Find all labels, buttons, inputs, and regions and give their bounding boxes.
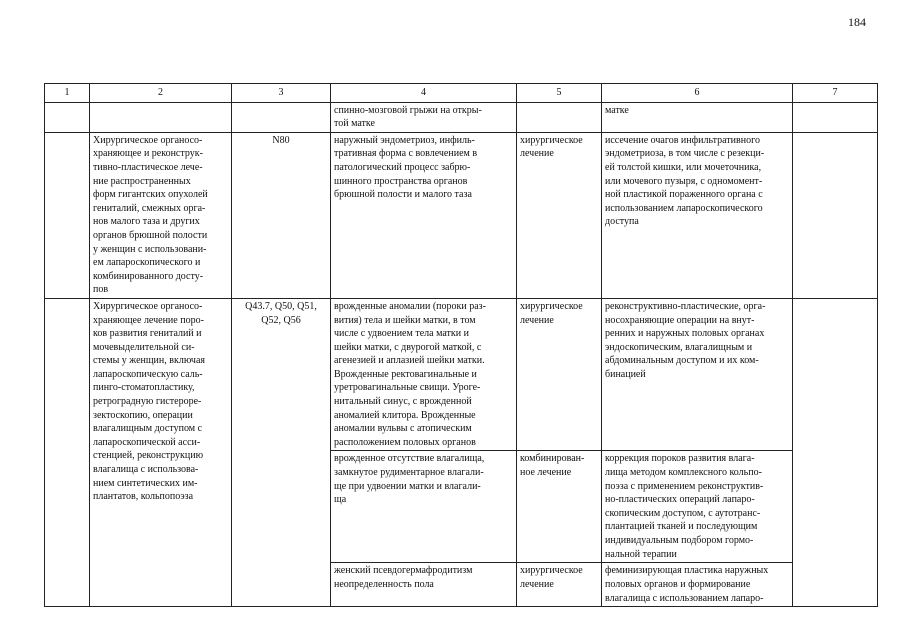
table-cell xyxy=(517,102,602,132)
care-type-cell: Хирургическое органосо- храняющее и реконструк- тивно-пластическое лече- ние распространенных форм гигантских опухолей гениталий, смежных орга- нов малого таза и других органов брюшной полости у женщин с использовани- ем лапароскопического и комбинированного досту- пов xyxy=(90,132,232,298)
procedures-table xyxy=(44,83,878,607)
diagnosis-cell: врожденное отсутствие влагалища, замкнутое рудиментарное влагали- ще при удвоении матки и влагали- ща xyxy=(331,451,517,563)
method-cell: иссечение очагов инфильтративного эндометриоза, в том числе с резекци- ей толстой кишки, или мочеточника, или мочевого пузыря, с одномомент- ной пластикой пораженного органа с использованием лапароскопического доступа xyxy=(602,132,793,298)
column-header: 2 xyxy=(90,84,232,103)
method-cell: реконструктивно-пластические, орга- носохраняющие операции на внут- ренних и наружных половых органах эндоскопическим, влагалищным и абдоминальным доступом и их ком- бинацией xyxy=(602,298,793,451)
column-header: 3 xyxy=(232,84,331,103)
diagnosis-cell: наружный эндометриоз, инфиль- тративная форма с вовлечением в патологический процесс забрю- шинного пространства органов брюшной полости и малого таза xyxy=(331,132,517,298)
table-row xyxy=(45,132,878,298)
icd-code-cell: N80 xyxy=(232,132,331,298)
treatment-type-cell: комбинирован- ное лечение xyxy=(517,451,602,563)
care-type-cell: Хирургическое органосо- храняющее лечение поро- ков развития гениталий и мочевыделительной си- стемы у женщин, включая лапароскопическую саль- пинго-стоматопластику, ретроградную гистерорe- зектоскопию, операции влагалищным доступом с лапароскопической асси- стенцией, реконструкцию влагалища с использова- нием синтетических им- плантатов, кольпопоэза xyxy=(90,298,232,606)
table-row xyxy=(45,102,878,132)
treatment-type-cell: хирургическое лечение xyxy=(517,132,602,298)
table-cell xyxy=(90,102,232,132)
column-header: 6 xyxy=(602,84,793,103)
diagnosis-cell: спинно-мозговой грыжи на откры- той матке xyxy=(331,102,517,132)
table-cell xyxy=(793,298,878,606)
diagnosis-cell: женский псевдогермафродитизм неопределенность пола xyxy=(331,563,517,607)
treatment-type-cell: хирургическое лечение xyxy=(517,298,602,451)
page-number: 184 xyxy=(848,15,866,29)
diagnosis-cell: врожденные аномалии (пороки раз- вития) тела и шейки матки, в том числе с удвоением тела матки и шейки матки, с двурогой маткой, с агенезией и аплазией шейки матки. Врожденные ректовагинальные и уретровагинальные свищи. Уроге- нитальный синус, с врожденной аномалией клитора. Врожденные аномалии вульвы с атопическим расположением половых органов xyxy=(331,298,517,451)
icd-code-cell: Q43.7, Q50, Q51, Q52, Q56 xyxy=(232,298,331,606)
table-cell xyxy=(45,102,90,132)
table-cell xyxy=(793,132,878,298)
column-header: 4 xyxy=(331,84,517,103)
column-header: 1 xyxy=(45,84,90,103)
method-cell: феминизирующая пластика наружных половых органов и формирование влагалища с использованием лапаро- xyxy=(602,563,793,607)
table-row xyxy=(45,298,878,451)
column-header: 7 xyxy=(793,84,878,103)
table-cell xyxy=(232,102,331,132)
table-cell xyxy=(45,298,90,606)
column-header: 5 xyxy=(517,84,602,103)
method-cell: матке xyxy=(602,102,793,132)
header-row xyxy=(45,84,878,103)
treatment-type-cell: хирургическое лечение xyxy=(517,563,602,607)
table-cell xyxy=(793,102,878,132)
table-cell xyxy=(45,132,90,298)
method-cell: коррекция пороков развития влага- лища методом комплексного кольпо- поэза с применением реконструктив- но-пластических операций лапаро- скопическим доступом, с аутотранс- плантацией тканей и последующим индивидуальным подбором гормо- нальной терапии xyxy=(602,451,793,563)
